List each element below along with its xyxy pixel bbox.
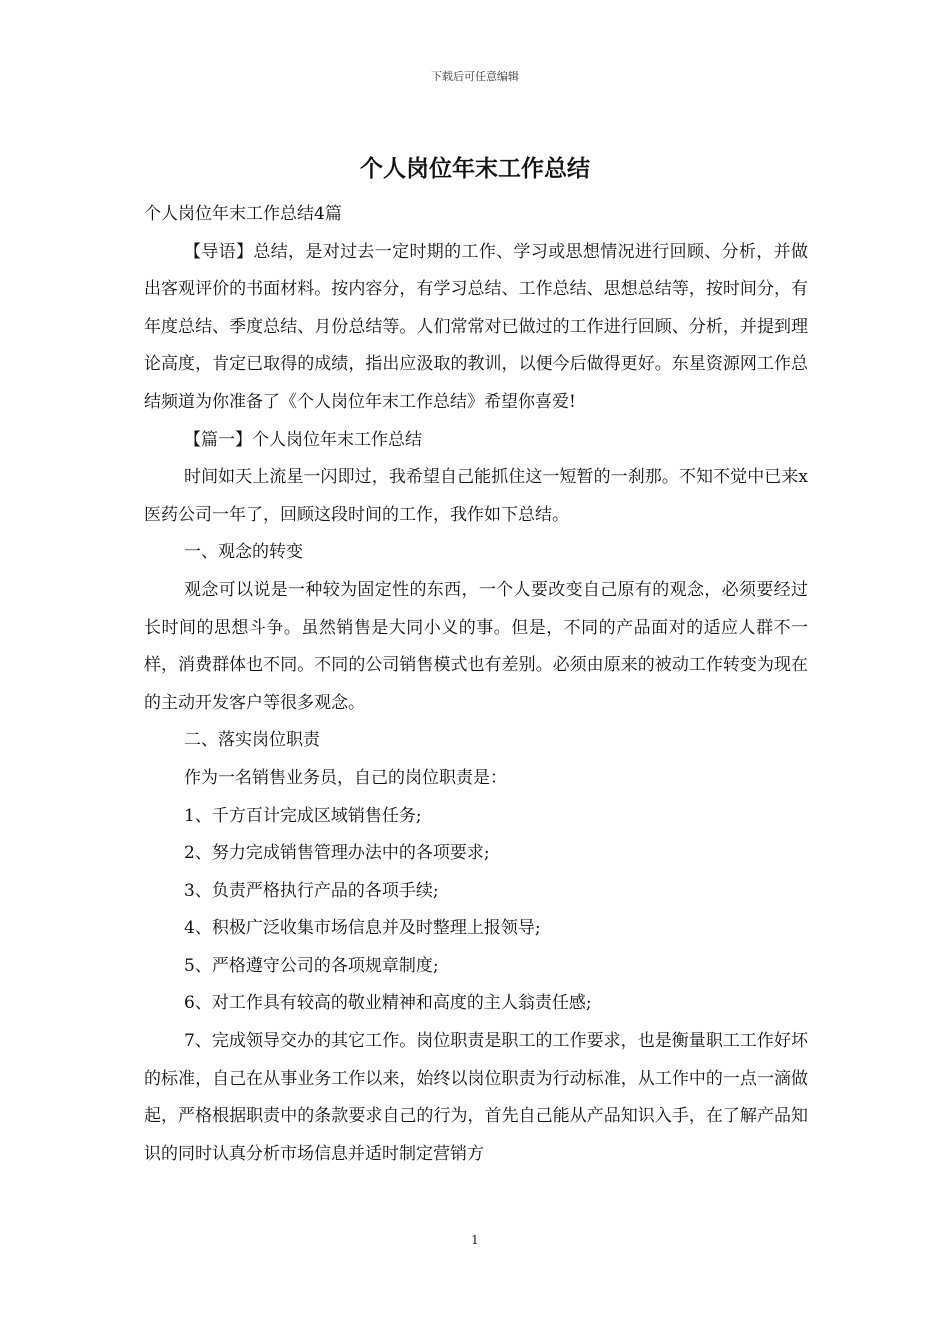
list-item: 1、千方百计完成区域销售任务; — [184, 805, 422, 826]
list-item: 7、完成领导交办的其它工作。岗位职责是职工的工作要求，也是衡量职工工作好坏的标准，自己在从事业务工作以来，始终以岗位职责为行动标准，从工作中的一点一滴做起，严格根据职责中的条款要求自己的行为，首先自己能从产品知识入手，在了解产品知识的同时认真分析市场信息并适时制定营销方 — [144, 1031, 808, 1164]
section-heading-concept: 一、观念的转变 — [184, 542, 303, 563]
list-item: 2、努力完成销售管理办法中的各项要求; — [184, 843, 490, 864]
subtitle-line: 个人岗位年末工作总结4篇 — [144, 204, 342, 224]
document-body — [144, 196, 808, 1173]
section-heading-part-one: 【篇一】个人岗位年末工作总结 — [184, 429, 422, 450]
document-title: 个人岗位年末工作总结 — [360, 155, 590, 182]
list-item: 5、严格遵守公司的各项规章制度; — [184, 955, 439, 976]
intro-paragraph: 【导语】总结，是对过去一定时期的工作、学习或思想情况进行回顾、分析，并做出客观评价的书面材料。按内容分，有学习总结、工作总结、思想总结等，按时间分，有年度总结、季度总结、月份总结等。人们常常对已做过的工作进行回顾、分析，并提到理论高度，肯定已取得的成绩，指出应汲取的教训，以便今后做得更好。东星资源网工作总结频道为你准备了《个人岗位年末工作总结》希望你喜爱! — [144, 241, 808, 412]
list-item: 3、负责严格执行产品的各项手续; — [184, 880, 439, 901]
section-heading-duties: 二、落实岗位职责 — [184, 730, 320, 751]
page-number: 1 — [471, 1233, 479, 1247]
list-item: 6、对工作具有较高的敬业精神和高度的主人翁责任感; — [184, 993, 592, 1014]
header-note: 下载后可任意编辑 — [431, 70, 519, 83]
list-item: 4、积极广泛收集市场信息并及时整理上报领导; — [184, 918, 541, 939]
body-paragraph: 作为一名销售业务员，自己的岗位职责是： — [184, 767, 507, 788]
body-paragraph: 观念可以说是一种较为固定性的东西，一个人要改变自己原有的观念，必须要经过长时间的思想斗争。虽然销售是大同小义的事。但是，不同的产品面对的适应人群不一样，消费群体也不同。不同的公司销售模式也有差别。必须由原来的被动工作转变为现在的主动开发客户等很多观念。 — [144, 579, 808, 713]
body-paragraph: 时间如天上流星一闪即过，我希望自己能抓住这一短暂的一刹那。不知不觉中已来x医药公司一年了，回顾这段时间的工作，我作如下总结。 — [144, 467, 808, 525]
